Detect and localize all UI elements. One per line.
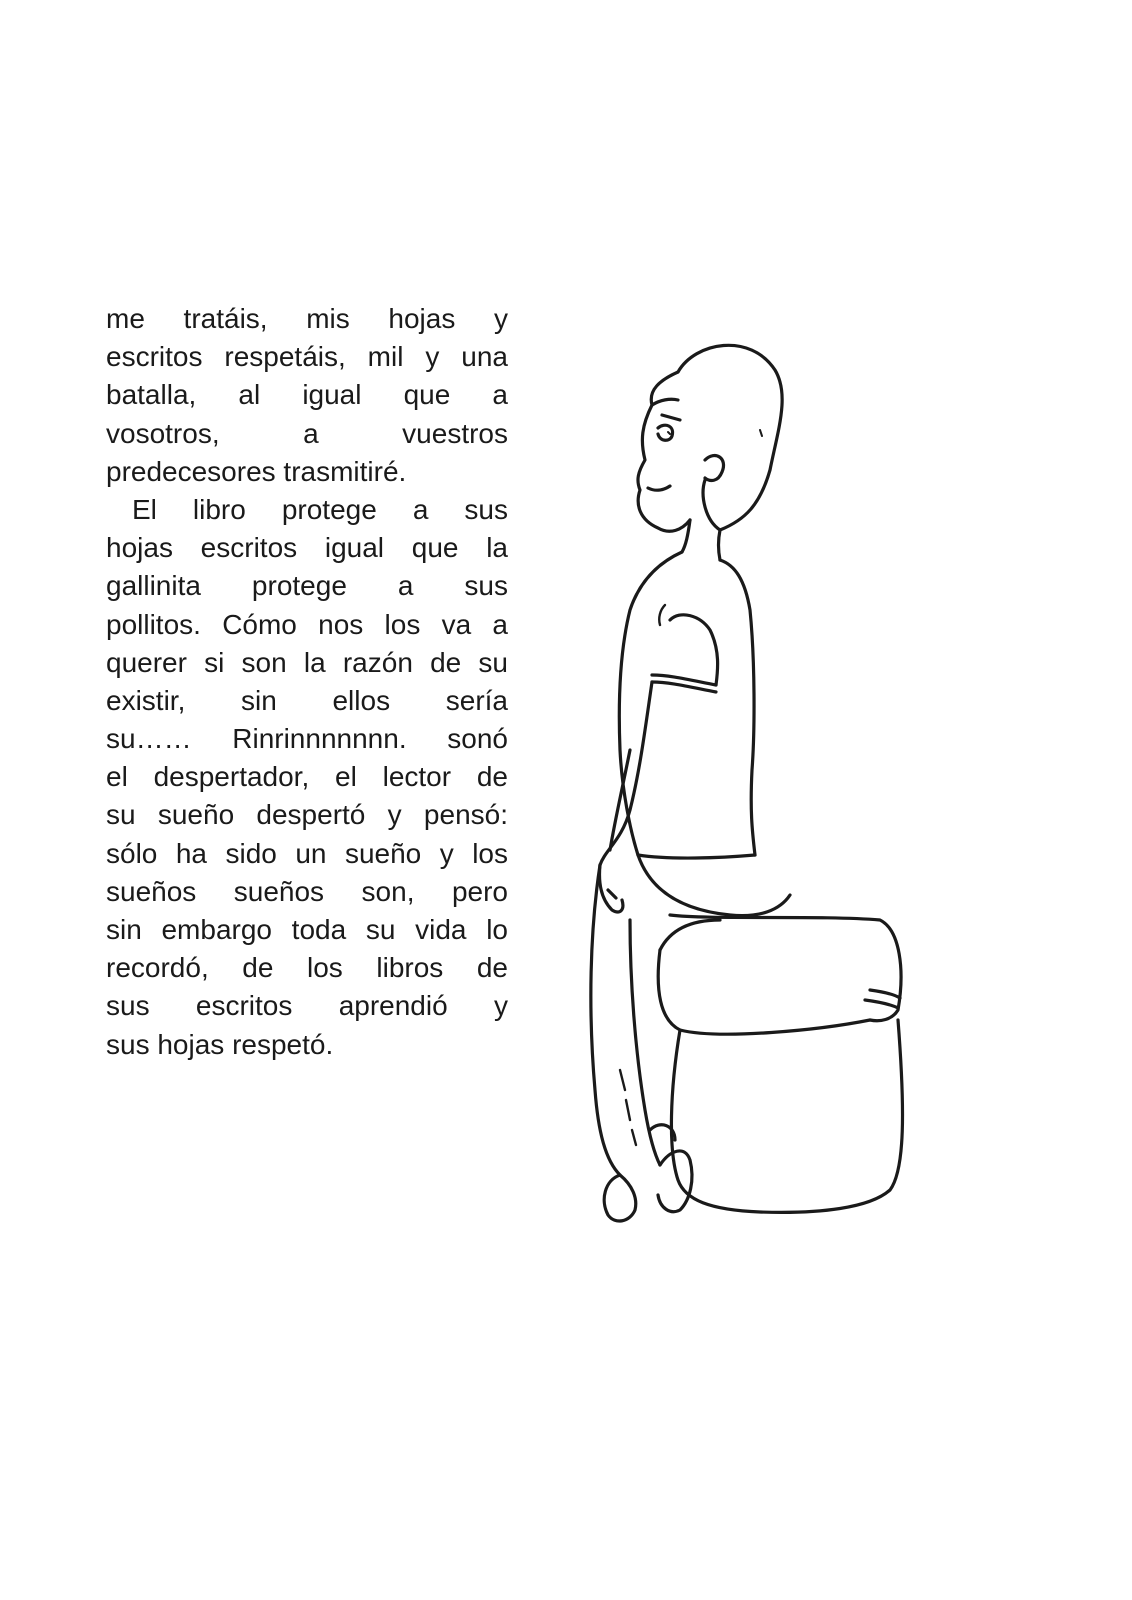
text-line: querer si son la razón de su <box>106 646 508 678</box>
text-line: sus hojas respetó. <box>106 1028 334 1060</box>
text-line: batalla, al igual que a <box>106 379 508 411</box>
seated-child-drawing-icon <box>560 330 930 1250</box>
paragraph-first-line: El libro protege a sus <box>132 493 508 525</box>
text-line: escritos respetáis, mil y una <box>106 341 508 373</box>
text-line: su…… Rinrinnnnnnn. sonó <box>106 723 508 755</box>
text-line: sus escritos aprendió y <box>106 990 508 1022</box>
text-line: recordó, de los libros de <box>106 952 508 984</box>
text-line: existir, sin ellos sería <box>106 684 508 716</box>
text-line: predecesores trasmitiré. <box>106 455 407 487</box>
text-line: me tratáis, mis hojas y <box>106 303 508 334</box>
text-line: vosotros, a vuestros <box>106 417 508 449</box>
text-line: sólo ha sido un sueño y los <box>106 837 508 869</box>
text-line: sueños sueños son, pero <box>106 875 508 907</box>
text-line: el despertador, el lector de <box>106 761 508 793</box>
text-line: sin embargo toda su vida lo <box>106 914 508 945</box>
text-line: pollitos. Cómo nos los va a <box>106 608 508 640</box>
text-line: gallinita protege a sus <box>106 570 508 602</box>
story-text-column <box>106 300 508 1064</box>
text-line: su sueño despertó y pensó: <box>106 799 508 831</box>
text-line: hojas escritos igual que la <box>106 532 508 564</box>
